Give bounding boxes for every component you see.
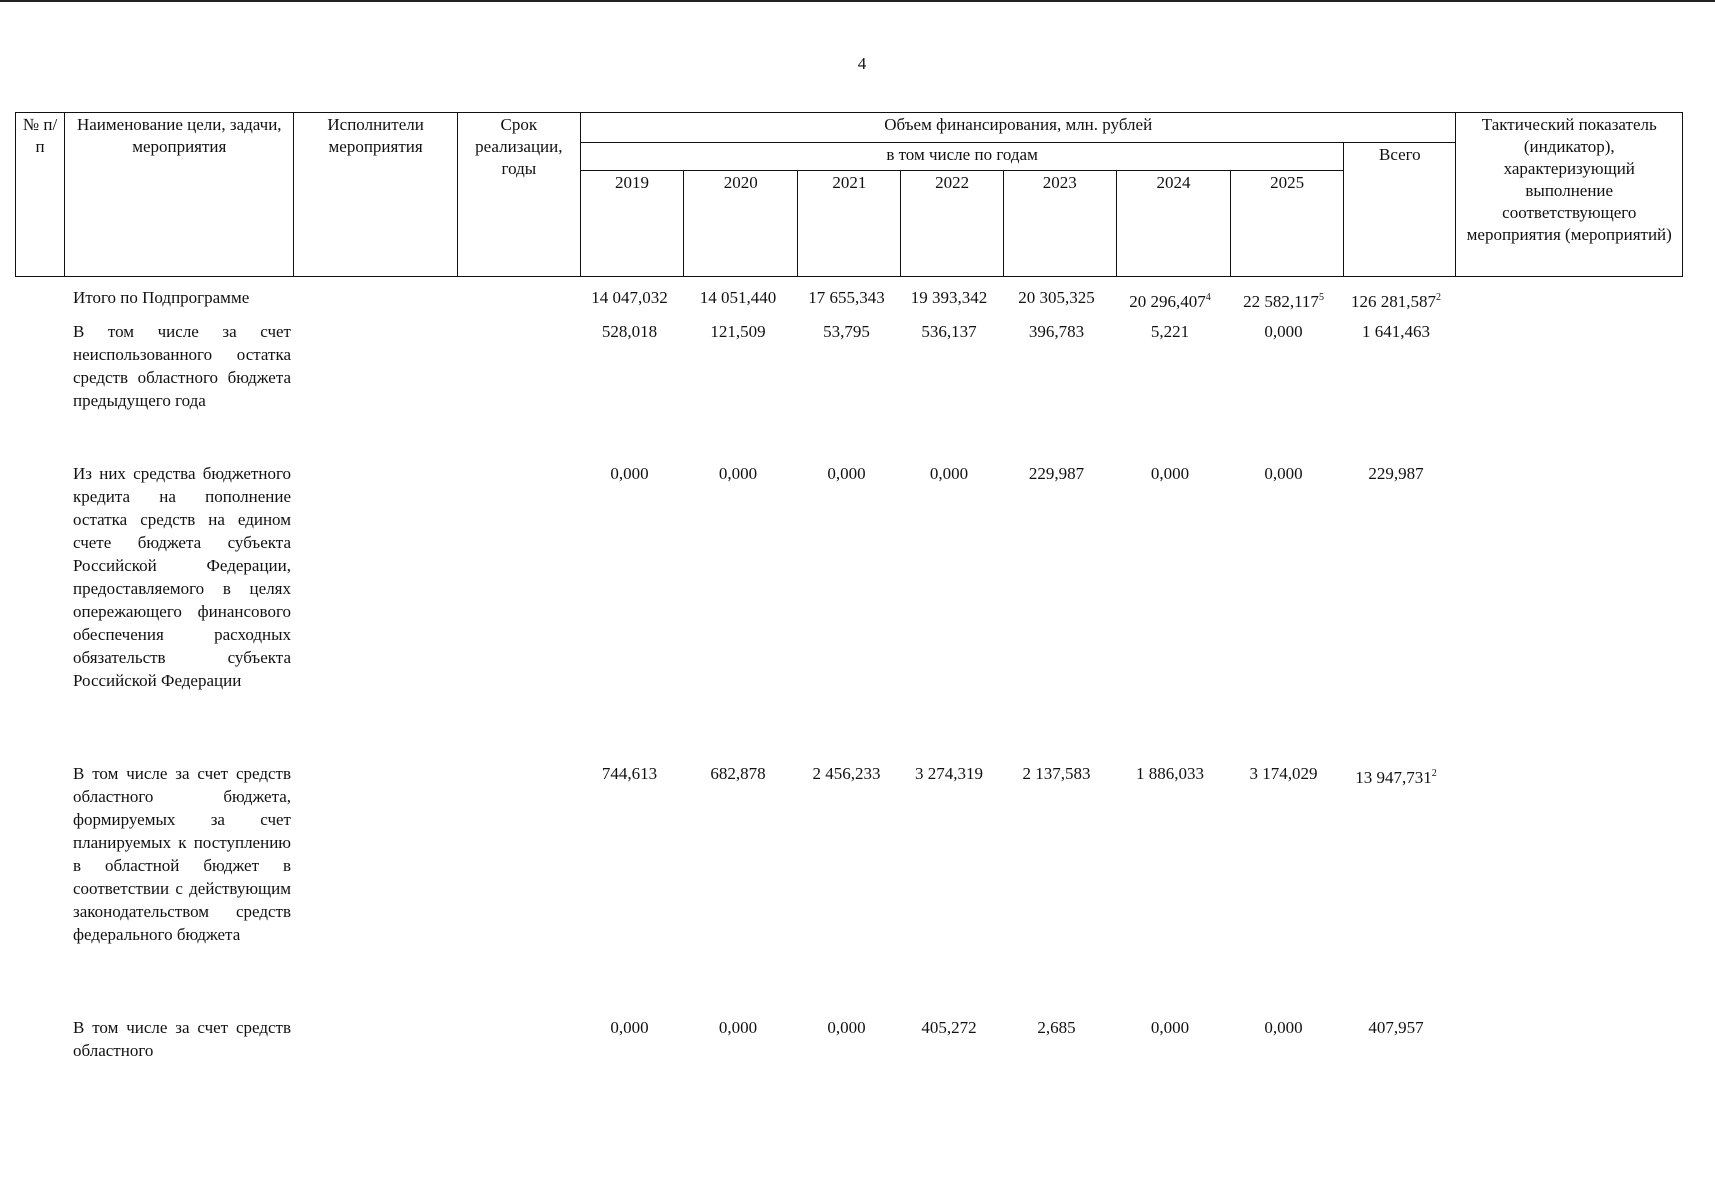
total-cell: 126 281,587$^2$ (1351, 292, 1441, 311)
value-cell: 0,000 (827, 1018, 866, 1037)
value-cell: 14 047,032 (591, 288, 668, 307)
scan-edge-line (0, 0, 1715, 2)
table-header (15, 112, 1683, 277)
year-header: 2025 (1231, 171, 1344, 277)
value-cell: 121,509 (710, 322, 766, 341)
value-cell: 0,000 (1264, 1018, 1303, 1037)
col-total-header: Всего (1344, 143, 1456, 277)
table-row (15, 762, 1683, 1016)
value-cell: 20 305,325 (1018, 288, 1095, 307)
value-cell: 20 296,407$^4$ (1129, 292, 1211, 311)
total-cell: 407,957 (1368, 1018, 1424, 1037)
row-label: В том числе за счет неиспользованного остатка средств областного бюджета предыдущего года (73, 322, 291, 410)
value-cell: 17 655,343 (808, 288, 885, 307)
footnote-marker: 2 (1436, 292, 1441, 303)
col-term-header: Срок реализации, годы (457, 113, 580, 277)
value-cell: 19 393,342 (910, 288, 988, 307)
value-cell: 3 174,029 (1249, 764, 1318, 783)
value-cell: 682,878 (710, 764, 766, 783)
table-row (15, 462, 1683, 762)
row-label: Итого по Подпрограмме (73, 288, 250, 307)
value-cell: 536,137 (921, 322, 977, 341)
value-cell: 0,000 (1150, 464, 1190, 483)
row-label: В том числе за счет средств областного бюджета, формируемых за счет планируемых к поступлению в областной бюджет в соответствии с действующим законодательством средств федерального бюджета (73, 764, 291, 944)
value-cell: 0,000 (610, 464, 649, 483)
footnote-marker: 5 (1318, 292, 1324, 303)
footnote-marker: 4 (1205, 292, 1211, 303)
value-cell: 3 274,319 (915, 764, 983, 783)
page-number: 4 (857, 54, 867, 73)
value-cell: 0,000 (929, 464, 969, 483)
col-funding-header: Объем финансирования, млн. рублей (580, 113, 1456, 143)
value-cell: 22 582,117$^5$ (1243, 292, 1324, 311)
value-cell: 0,000 (827, 464, 866, 483)
total-cell: 1 641,463 (1362, 322, 1430, 341)
table-row (15, 286, 1683, 320)
year-header: 2019 (580, 171, 683, 277)
col-number-header: № п/п (16, 113, 65, 277)
value-cell: 396,783 (1028, 322, 1085, 341)
value-cell: 5,221 (1150, 322, 1190, 341)
table-row (15, 320, 1683, 462)
footnote-marker: 2 (1431, 768, 1437, 779)
year-header: 2022 (901, 171, 1003, 277)
row-label: В том числе за счет средств областного (73, 1018, 291, 1060)
col-executors-header: Исполнители мероприятия (294, 113, 457, 277)
value-cell: 14 051,440 (699, 288, 777, 307)
total-cell: 229,987 (1368, 464, 1424, 483)
value-cell: 1 886,033 (1136, 764, 1204, 783)
total-cell: 13 947,731$^2$ (1355, 768, 1437, 787)
value-cell: 0,000 (1264, 322, 1303, 341)
year-header: 2023 (1003, 171, 1116, 277)
value-cell: 0,000 (718, 464, 758, 483)
value-cell: 2,685 (1037, 1018, 1076, 1037)
col-name-header: Наименование цели, задачи, мероприятия (65, 113, 294, 277)
year-header: 2021 (798, 171, 901, 277)
value-cell: 0,000 (1264, 464, 1303, 483)
value-cell: 744,613 (601, 764, 658, 783)
year-header: 2020 (684, 171, 798, 277)
table-row (15, 1016, 1683, 1076)
value-cell: 528,018 (601, 322, 658, 341)
value-cell: 2 137,583 (1022, 764, 1091, 783)
year-header: 2024 (1116, 171, 1230, 277)
value-cell: 0,000 (610, 1018, 649, 1037)
value-cell: 0,000 (1150, 1018, 1190, 1037)
row-label: Из них средства бюджетного кредита на пополнение остатка средств на едином счете бюджета субъекта Российской Федерации, предоставляемого в целях опережающего финансового обеспечения расходных обязательств субъекта Российской Федерации (73, 464, 291, 690)
col-indicator-header: Тактический показатель (индикатор), характеризующий выполнение соответствующего мероприятия (мероприятий) (1456, 113, 1683, 277)
value-cell: 405,272 (921, 1018, 977, 1037)
col-by-years-header: в том числе по годам (580, 143, 1343, 171)
table-body (15, 286, 1683, 1076)
value-cell: 2 456,233 (812, 764, 881, 783)
value-cell: 229,987 (1028, 464, 1085, 483)
value-cell: 53,795 (823, 322, 870, 341)
value-cell: 0,000 (718, 1018, 758, 1037)
